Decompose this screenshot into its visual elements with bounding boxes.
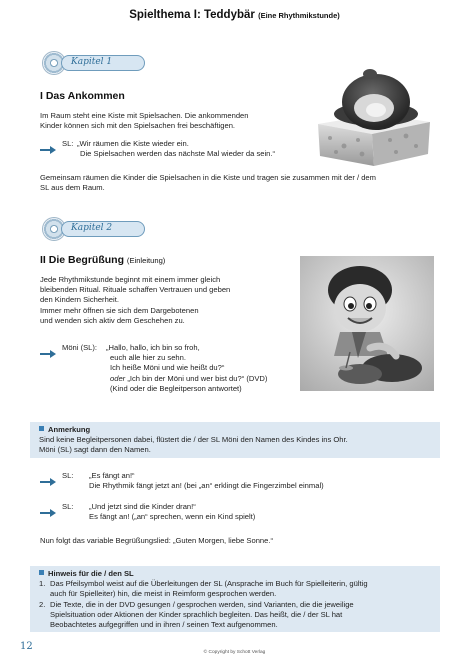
closing-line: SL aus dem Raum. xyxy=(40,183,105,193)
chapter-1-intro xyxy=(40,111,310,131)
chapter-1-intro-line: Kinder können sich mit den Spielsachen frei beschäftigen. xyxy=(40,121,236,131)
chapter-1-pill xyxy=(61,55,145,71)
hint-line: Das Pfeilsymbol weist auf die Überleitungen der SL (Ansprache im Buch für Spielleiterin, gültig xyxy=(50,579,368,589)
intro-line: bleibenden Ritual. Rituale schaffen Vertrauen und geben xyxy=(40,285,231,295)
chapter-1-tag xyxy=(43,52,147,74)
chapter-2-heading-sub: (Einleitung) xyxy=(126,256,166,265)
speech-line: „Hallo, hallo, ich bin so froh, xyxy=(106,343,200,352)
hint-item xyxy=(39,600,431,631)
speech-line: „Wir räumen die Kiste wieder ein. xyxy=(77,139,189,148)
speaker-label: SL: xyxy=(62,139,74,148)
speaker-label: SL: xyxy=(62,471,74,480)
note-line: Möni (SL) sagt dann den Namen. xyxy=(39,445,151,455)
speaker-label: SL: xyxy=(62,502,74,511)
chapter-1-speech xyxy=(77,139,337,159)
chapter-2-label: Kapitel 2 xyxy=(71,223,113,233)
hint-line: Die Texte, die in der DVD gesungen / gesprochen werden, sind Varianten, die die jeweilige xyxy=(50,599,354,609)
arrow-icon xyxy=(40,141,56,149)
puppet-photo xyxy=(300,256,434,391)
dialog-1 xyxy=(89,471,429,491)
page-number: 12 xyxy=(20,641,33,652)
hint-item xyxy=(39,579,431,599)
hint-title xyxy=(39,569,431,579)
speech-line: Die Spielsachen werden das nächste Mal wieder da sein.“ xyxy=(80,149,276,159)
dialog-line: „Und jetzt sind die Kinder dran!“ xyxy=(89,502,196,511)
copyright: © Copyright by Schott Verlag xyxy=(203,650,266,655)
oder-text: oder xyxy=(110,373,126,383)
page-title-main: Spielthema I: Teddybär xyxy=(129,9,255,21)
note-line: Sind keine Begleitpersonen dabei, flüstert die / der SL Möni den Namen des Kindes ins Ohr. xyxy=(39,435,348,445)
note-title xyxy=(39,425,431,435)
hint-box xyxy=(30,566,440,632)
chapter-1-intro-line: Im Raum steht eine Kiste mit Spielsachen. Die ankommenden xyxy=(40,111,249,120)
hint-item-number: 2. xyxy=(39,599,46,609)
dialog-line: „Es fängt an!“ xyxy=(89,471,135,480)
speech-line: Ich heiße Möni und wie heißt du?“ xyxy=(110,363,225,373)
speech-line: euch alle hier zu sehn. xyxy=(110,353,186,363)
chapter-2-speech xyxy=(106,343,306,394)
hint-line: auch für Spielleiter) hin, die meist in Reimform gesprochen werden. xyxy=(50,589,277,599)
song-line: Nun folgt das variable Begrüßungslied: „Guten Morgen, liebe Sonne.“ xyxy=(40,536,274,545)
chapter-2-pill xyxy=(61,221,145,237)
speech-line: (Kind oder die Begleitperson antwortet) xyxy=(110,383,242,393)
hint-item-number: 1. xyxy=(39,579,46,589)
page-title xyxy=(0,9,469,21)
arrow-icon xyxy=(40,504,56,512)
speech-line-text: „Ich bin der Möni und wer bist du?“ (DVD) xyxy=(127,373,268,383)
arrow-icon xyxy=(40,473,56,481)
closing-line: Gemeinsam räumen die Kinder die Spielsachen in die Kiste und tragen sie zusammen mit der / dem xyxy=(40,173,376,182)
page-title-sub: (Eine Rhythmikstunde) xyxy=(258,11,340,20)
square-bullet-icon xyxy=(39,570,44,575)
square-bullet-icon xyxy=(39,426,44,431)
chapter-1-closing xyxy=(40,173,440,193)
hint-line: Beobachtetes aufgegriffen und in ihren / seinen Text aufgenommen. xyxy=(50,620,278,630)
chapter-2-tag xyxy=(43,218,147,240)
intro-line: und wenden sich aktiv dem Geschehen zu. xyxy=(40,315,185,325)
chapter-2-intro xyxy=(40,275,290,326)
note-title-text: Anmerkung xyxy=(48,425,91,434)
intro-line: Jede Rhythmikstunde beginnt mit einem immer gleich xyxy=(40,275,221,284)
intro-line: Immer mehr öffnen sie sich dem Dargebotenen xyxy=(40,305,199,315)
dialog-line: Die Rhythmik fängt jetzt an! (bei „an“ erklingt die Fingerzimbel einmal) xyxy=(89,481,324,491)
speaker-label: Möni (SL): xyxy=(62,343,98,352)
dialog-2 xyxy=(89,502,429,522)
chapter-1-heading: I Das Ankommen xyxy=(40,90,125,102)
note-box xyxy=(30,422,440,458)
chapter-1-label: Kapitel 1 xyxy=(71,57,113,67)
hint-title-text: Hinweis für die / den SL xyxy=(48,569,134,578)
chapter-2-heading-main: II Die Begrüßung xyxy=(40,254,124,266)
speech-line xyxy=(106,374,306,384)
intro-line: den Kindern Sicherheit. xyxy=(40,295,119,305)
dialog-line: Es fängt an! („an“ sprechen, wenn ein Kind spielt) xyxy=(89,512,256,522)
hint-line: Spielsituation oder Aktionen der Kinder sprachlich begleiten. Das heißt, die / der SL hat xyxy=(50,609,343,619)
arrow-icon xyxy=(40,345,56,353)
chapter-2-heading xyxy=(40,254,165,266)
